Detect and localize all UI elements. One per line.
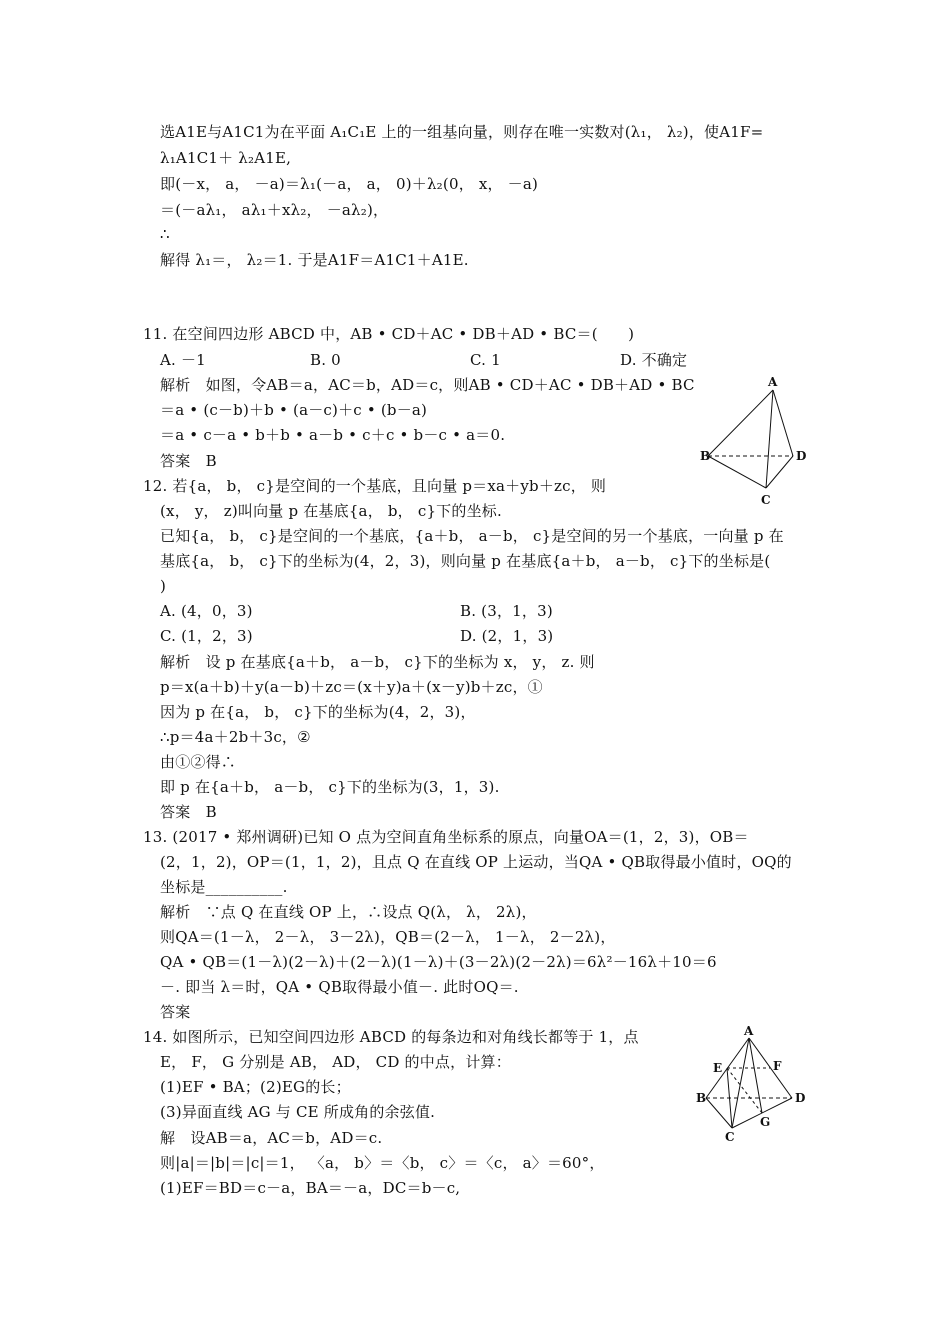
q14-label-b: B [696, 1091, 707, 1105]
intro-line-5: ∴ [160, 225, 170, 243]
intro-line-3: 即(－x， a， －a)＝λ₁(－a， a， 0)＋λ₂(0， x， －a) [160, 175, 539, 193]
q11-option-a: A. －1 [160, 351, 206, 369]
q14-label-g: G [760, 1115, 771, 1129]
q13-solution-2: 则QA＝(1－λ， 2－λ， 3－2λ)，QB＝(2－λ， 1－λ， 2－2λ)， [160, 928, 616, 946]
q13-stem-3: 坐标是__________. [160, 878, 288, 896]
q13-stem-2: (2，1，2)，OP＝(1，1，2)，且点 Q 在直线 OP 上运动，当QA • QB取得最小值时，OQ的 [160, 853, 792, 871]
q12-stem-5: ) [160, 577, 167, 595]
q11-option-d: D. 不确定 [620, 351, 688, 369]
q12-stem-4: 基底{a， b， c}下的坐标为(4，2，3)，则向量 p 在基底{a＋b， a－b， c}下的坐标是( [160, 552, 771, 570]
intro-line-2: λ₁A1C1＋ λ₂A1E, [160, 149, 292, 167]
q14-stem-1: 14. 如图所示，已知空间四边形 ABCD 的每条边和对角线长都等于 1，点 [143, 1028, 639, 1046]
q12-stem-1: 12. 若{a， b， c}是空间的一个基底，且向量 p＝xa＋yb＋zc， 则 [143, 477, 607, 495]
intro-line-1: 选A1E与A1C1为在平面 A₁C₁E 上的一组基向量，则存在唯一实数对(λ₁， λ₂)，使A1F= [160, 123, 764, 141]
q11-label-a: A [768, 375, 778, 389]
intro-line-4: ＝(－aλ₁， aλ₁＋xλ₂， －aλ₂)， [160, 201, 389, 219]
q11-option-c: C. 1 [470, 351, 501, 369]
q11-solution-2: ＝a • (c－b)＋b • (a－c)＋c • (b－a) [160, 401, 428, 419]
q12-option-b: B. (3，1，3) [460, 602, 553, 620]
q13-stem-1: 13. (2017 • 郑州调研)已知 O 点为空间直角坐标系的原点，向量OA＝(1，2，3)，OB＝ [143, 828, 749, 846]
q12-solution-5: 由①②得∴ [160, 753, 237, 771]
q14-solution-3: (1)EF＝BD＝c－a，BA＝－a，DC＝b－c, [160, 1179, 461, 1197]
q11-solution-1: 解析 如图，令AB＝a，AC＝b，AD＝c，则AB • CD＋AC • DB＋AD • BC [160, 376, 695, 394]
q13-solution-4: －. 即当 λ＝时，QA • QB取得最小值－. 此时OQ＝. [160, 978, 519, 996]
q11-option-b: B. 0 [310, 351, 341, 369]
q12-option-a: A. (4，0，3) [160, 602, 253, 620]
q12-solution-6: 即 p 在{a＋b， a－b， c}下的坐标为(3，1，3). [160, 778, 500, 796]
q14-tetrahedron-figure [694, 1024, 814, 1144]
q14-solution-2: 则|a|＝|b|＝|c|＝1， 〈a， b〉＝〈b， c〉＝〈c， a〉＝60°， [160, 1154, 605, 1172]
q13-solution-1: 解析 ∵点 Q 在直线 OP 上，∴设点 Q(λ， λ， 2λ)， [160, 903, 537, 921]
q14-stem-2: E， F， G 分别是 AB， AD， CD 的中点，计算： [160, 1053, 511, 1071]
q12-solution-1: 解析 设 p 在基底{a＋b， a－b， c}下的坐标为 x， y， z. 则 [160, 653, 595, 671]
q12-stem-3: 已知{a， b， c}是空间的一个基底，{a＋b， a－b， c}是空间的另一个基底，一向量 p 在 [160, 527, 784, 545]
intro-line-6: 解得 λ₁＝， λ₂＝1. 于是A1F＝A1C1＋A1E. [160, 251, 469, 269]
q11-answer: 答案 B [160, 452, 217, 470]
q14-part-3: (3)异面直线 AG 与 CE 所成角的余弦值. [160, 1103, 436, 1121]
q11-label-b: B [700, 449, 711, 463]
q13-answer: 答案 [160, 1003, 191, 1021]
q14-label-a: A [744, 1024, 754, 1038]
q12-answer: 答案 B [160, 803, 217, 821]
q11-tetrahedron-figure [700, 372, 820, 512]
q11-label-c: C [761, 493, 771, 507]
q14-label-c: C [725, 1130, 735, 1144]
q11-label-d: D [796, 449, 807, 463]
q12-option-d: D. (2，1，3) [460, 627, 554, 645]
q12-solution-3: 因为 p 在{a， b， c}下的坐标为(4，2，3)， [160, 703, 476, 721]
q14-label-d: D [795, 1091, 806, 1105]
q12-solution-4: ∴p＝4a＋2b＋3c，② [160, 728, 311, 746]
q14-part-1-2: (1)EF • BA；(2)EG的长； [160, 1078, 351, 1096]
q11-stem: 11. 在空间四边形 ABCD 中，AB • CD＋AC • DB＋AD • BC＝( ) [143, 325, 635, 343]
q14-label-e: E [713, 1061, 723, 1075]
q12-solution-2: p＝x(a＋b)＋y(a－b)＋zc＝(x＋y)a＋(x－y)b＋zc，① [160, 678, 543, 696]
q13-solution-3: QA • QB＝(1－λ)(2－λ)＋(2－λ)(1－λ)＋(3－2λ)(2－2λ)＝6λ²－16λ＋10＝6 [160, 953, 717, 971]
q14-solution-1: 解 设AB＝a，AC＝b，AD＝c. [160, 1129, 383, 1147]
q14-label-f: F [773, 1059, 782, 1073]
q12-stem-2: (x， y， z)叫向量 p 在基底{a， b， c}下的坐标. [160, 502, 502, 520]
q12-option-c: C. (1，2，3) [160, 627, 253, 645]
q11-solution-3: ＝a • c－a • b＋b • a－b • c＋c • b－c • a＝0. [160, 426, 506, 444]
